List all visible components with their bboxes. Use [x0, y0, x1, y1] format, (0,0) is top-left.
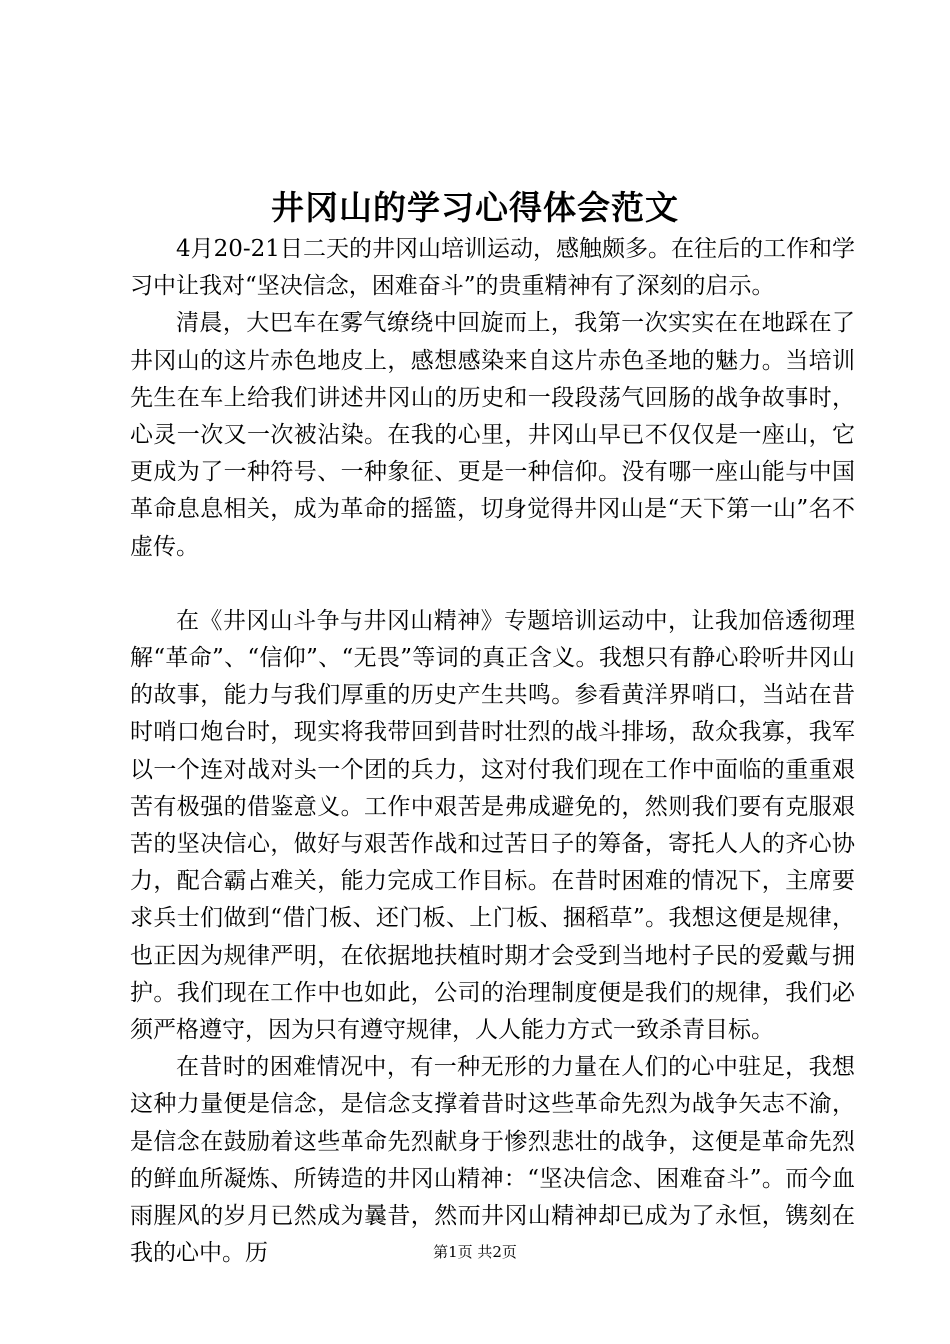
paragraph-spacer — [130, 566, 855, 603]
paragraph-1: 4月20-21日二天的井冈山培训运动，感触颇多。在往后的工作和学习中让我对“坚决信念，困难奋斗”的贵重精神有了深刻的启示。 — [130, 236, 855, 300]
document-title: 井冈山的学习心得体会范文 — [271, 188, 679, 227]
page-number-footer: 第1页 共2页 — [433, 1243, 517, 1261]
paragraph-4: 在昔时的困难情况中，有一种无形的力量在人们的心中驻足，我想这种力量便是信念，是信念支撑着昔时这些革命先烈为战争矢志不渝，是信念在鼓励着这些革命先烈献身于惨烈悲壮的战争，这便是革命先烈的鲜血所凝炼、所铸造的井冈山精神：“坚决信念、困难奋斗”。而今血雨腥风的岁月已然成为曩昔，然而井冈山精神却已成为了永恒，镌刻在我的心中。历 — [130, 1054, 855, 1267]
paragraph-2: 清晨，大巴车在雾气缭绕中回旋而上，我第一次实实在在地踩在了井冈山的这片赤色地皮上，感想感染来自这片赤色圣地的魅力。当培训先生在车上给我们讲述井冈山的历史和一段段荡气回肠的战争故事时，心灵一次又一次被沾染。在我的心里，井冈山早已不仅仅是一座山，它更成为了一种符号、一种象征、更是一种信仰。没有哪一座山能与中国革命息息相关，成为革命的摇篮，切身觉得井冈山是“天下第一山”名不虚传。 — [130, 310, 855, 560]
paragraph-3: 在《井冈山斗争与井冈山精神》专题培训运动中，让我加倍透彻理解“革命”、“信仰”、“无畏”等词的真正含义。我想只有静心聆听井冈山的故事，能力与我们厚重的历史产生共鸣。参看黄洋界哨口，当站在昔时哨口炮台时，现实将我带回到昔时壮烈的战斗排场，敌众我寡，我军以一个连对战对头一个团的兵力，这对付我们现在工作中面临的重重艰苦有极强的借鉴意义。工作中艰苦是弗成避免的，然则我们要有克服艰苦的坚决信心，做好与艰苦作战和过苦日子的筹备，寄托人人的齐心协力，配合霸占难关，能力完成工作目标。在昔时困难的情况下，主席要求兵士们做到“借门板、还门板、上门板、捆稻草”。我想这便是规律，也正因为规律严明，在依据地扶植时期才会受到当地村子民的爱戴与拥护。我们现在工作中也如此，公司的治理制度便是我们的规律，我们必须严格遵守，因为只有遵守规律，人人能力方式一致杀青目标。 — [130, 607, 855, 1044]
document-body — [130, 231, 855, 1272]
